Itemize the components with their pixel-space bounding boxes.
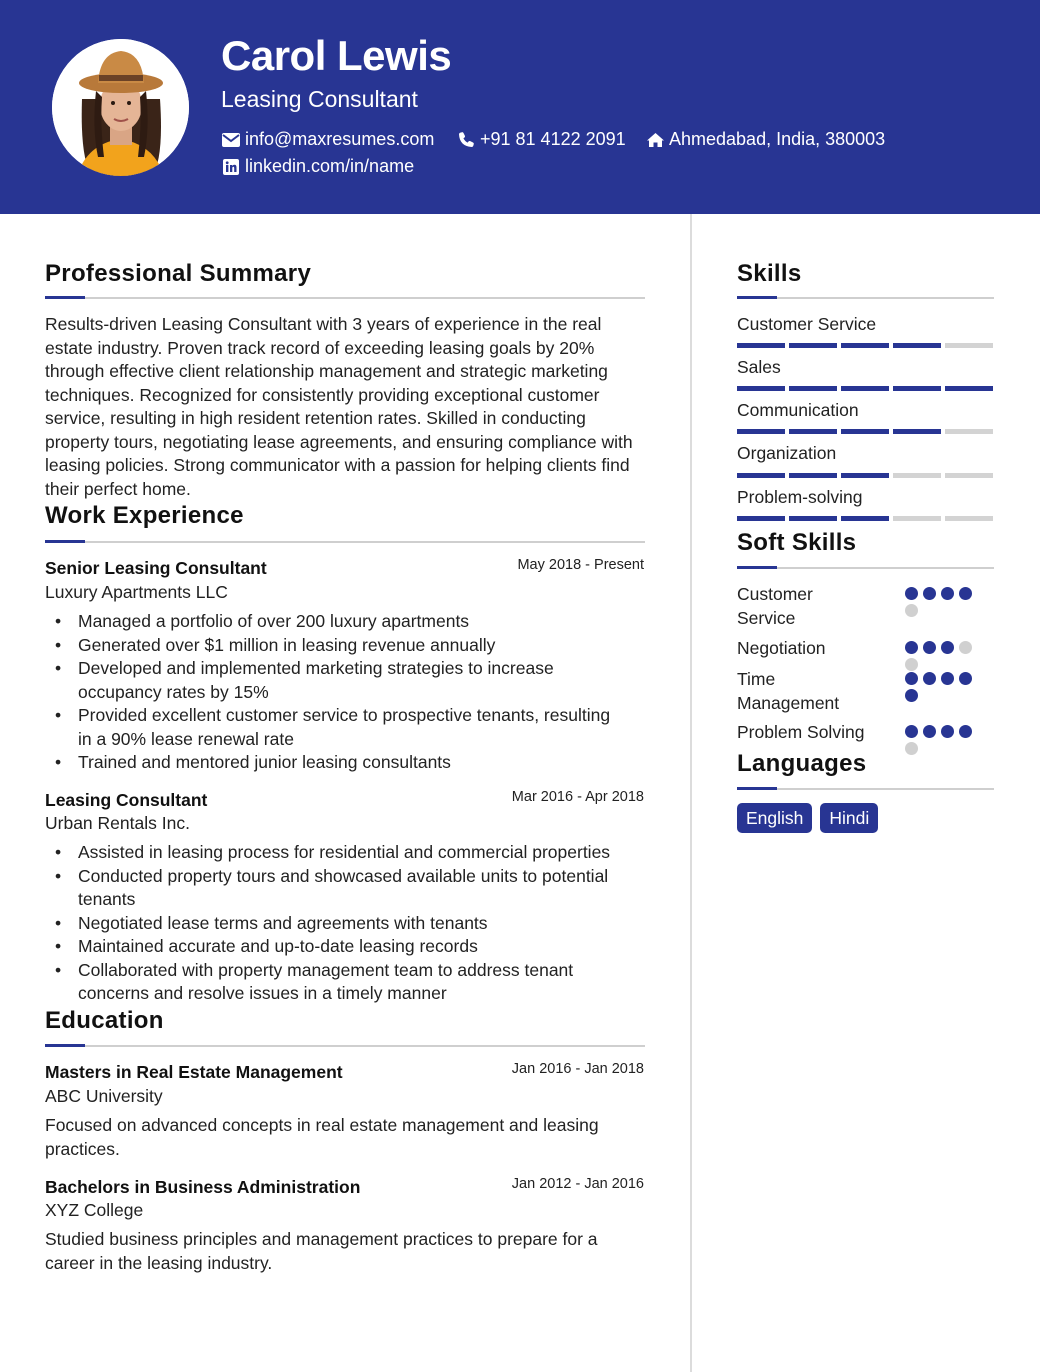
rating-dot <box>959 587 972 600</box>
job-date: Mar 2016 - Apr 2018 <box>511 789 644 805</box>
list-item: • Maintained accurate and up-to-date leasing records <box>45 935 615 959</box>
skill-level-segment <box>945 343 993 348</box>
school-name: ABC University <box>45 1086 163 1106</box>
skill-level-segment <box>893 343 941 348</box>
job-title: Senior Leasing Consultant <box>45 558 267 578</box>
list-item: • Assisted in leasing process for residential and commercial properties <box>45 841 615 865</box>
soft-skill-name: Customer Service <box>737 584 813 628</box>
soft-skill-dots <box>905 725 985 755</box>
skill-level-bar <box>737 386 993 391</box>
contact-phone-text: +91 81 4122 2091 <box>480 129 626 149</box>
rating-dot <box>959 641 972 654</box>
skill-level-segment <box>789 516 837 521</box>
skill-level-segment <box>789 473 837 478</box>
job-title: Leasing Consultant <box>45 790 208 810</box>
phone-icon <box>456 131 476 149</box>
skill-level-segment <box>893 516 941 521</box>
rating-dot <box>941 725 954 738</box>
list-item: • Provided excellent customer service to prospective tenants, resulting in a 90% lease renewal rate <box>45 704 615 751</box>
rating-dot <box>923 587 936 600</box>
skill-level-segment <box>893 429 941 434</box>
rating-dot <box>905 658 918 671</box>
skill-level-segment <box>737 386 785 391</box>
skill-level-segment <box>737 516 785 521</box>
job-date: May 2018 - Present <box>517 557 644 573</box>
degree-date: Jan 2012 - Jan 2016 <box>511 1176 644 1192</box>
section-rule <box>45 297 645 299</box>
job-org: Urban Rentals Inc. <box>45 813 190 833</box>
section-accent <box>45 1044 85 1047</box>
column-divider <box>690 214 692 1372</box>
soft-skill-name: Time Management <box>737 669 840 713</box>
section-accent <box>737 787 777 790</box>
contact-linkedin[interactable] <box>221 156 414 177</box>
candidate-role: Leasing Consultant <box>221 86 418 112</box>
skill-name: Organization <box>737 443 837 463</box>
skill-level-bar <box>737 429 993 434</box>
rating-dot <box>905 672 918 685</box>
skill-name: Problem-solving <box>737 487 863 507</box>
skill-level-segment <box>945 386 993 391</box>
contact-address-text: Ahmedabad, India, 380003 <box>669 129 886 149</box>
contact-email-text: info@maxresumes.com <box>245 129 435 149</box>
section-accent <box>737 566 777 569</box>
skill-level-segment <box>841 473 889 478</box>
experience-title: Work Experience <box>45 502 244 529</box>
linkedin-icon <box>221 158 241 176</box>
contact-address <box>645 129 885 150</box>
language-badge: English <box>737 803 812 833</box>
skill-level-bar <box>737 516 993 521</box>
skill-level-segment <box>945 473 993 478</box>
skill-level-segment <box>737 429 785 434</box>
soft-skill-dots <box>905 587 985 617</box>
job-bullets <box>45 841 615 1006</box>
envelope-icon <box>221 131 241 149</box>
rating-dot <box>941 587 954 600</box>
skill-level-segment <box>841 429 889 434</box>
home-icon <box>645 131 665 149</box>
skill-level-segment <box>945 516 993 521</box>
profile-photo <box>52 39 189 176</box>
school-name: XYZ College <box>45 1200 144 1220</box>
rating-dot <box>905 725 918 738</box>
section-rule <box>45 541 645 543</box>
rating-dot <box>959 725 972 738</box>
summary-title: Professional Summary <box>45 260 312 287</box>
skill-level-segment <box>841 343 889 348</box>
section-rule <box>45 1045 645 1047</box>
degree-description: Studied business principles and management practices to prepare for a career in the leasing industry. <box>45 1229 598 1273</box>
skill-level-segment <box>841 516 889 521</box>
skills-title: Skills <box>737 260 802 287</box>
rating-dot <box>905 587 918 600</box>
rating-dot <box>923 641 936 654</box>
resume-header <box>0 0 1040 214</box>
rating-dot <box>941 672 954 685</box>
list-item: • Trained and mentored junior leasing consultants <box>45 751 615 775</box>
degree-date: Jan 2016 - Jan 2018 <box>511 1061 644 1077</box>
degree-title: Bachelors in Business Administration <box>45 1177 361 1197</box>
languages-title: Languages <box>737 750 867 777</box>
skill-name: Sales <box>737 357 781 377</box>
list-item: • Developed and implemented marketing strategies to increase occupancy rates by 15% <box>45 657 615 704</box>
skill-level-segment <box>789 386 837 391</box>
soft-skill-name: Negotiation <box>737 638 826 658</box>
language-list <box>737 803 878 833</box>
list-item: • Collaborated with property management team to address tenant concerns and resolve issues in a timely manner <box>45 959 615 1006</box>
candidate-name: Carol Lewis <box>221 32 452 79</box>
section-accent <box>45 296 85 299</box>
rating-dot <box>941 641 954 654</box>
rating-dot <box>923 672 936 685</box>
job-org: Luxury Apartments LLC <box>45 582 228 602</box>
skill-name: Customer Service <box>737 314 877 334</box>
rating-dot <box>905 604 918 617</box>
skill-level-segment <box>737 343 785 348</box>
skill-level-segment <box>945 429 993 434</box>
job-bullets <box>45 610 615 775</box>
skill-level-segment <box>737 473 785 478</box>
skill-level-bar <box>737 343 993 348</box>
section-accent <box>45 540 85 543</box>
education-title: Education <box>45 1007 164 1034</box>
degree-title: Masters in Real Estate Management <box>45 1062 343 1082</box>
rating-dot <box>905 742 918 755</box>
contact-linkedin-text: linkedin.com/in/name <box>245 156 415 176</box>
skill-level-segment <box>789 343 837 348</box>
section-accent <box>737 296 777 299</box>
skill-level-segment <box>841 386 889 391</box>
rating-dot <box>905 689 918 702</box>
soft-skills-title: Soft Skills <box>737 529 857 556</box>
list-item: • Managed a portfolio of over 200 luxury apartments <box>45 610 615 634</box>
summary-text: Results-driven Leasing Consultant with 3 years of experience in the real estate industry. Proven track record of exceeding leasing goals by 20% through effective client relationship management and strategic marketing techniques. Recognized for consistently providing exceptional customer service, resulting in high resident retention rates. Skilled in conducting property tours, negotiating lease agreements, and ensuring compliance with leasing policies. Strong communicator with a passion for helping clients find their perfect home. <box>45 314 633 499</box>
language-badge: Hindi <box>820 803 878 833</box>
degree-description: Focused on advanced concepts in real estate management and leasing practices. <box>45 1115 599 1159</box>
rating-dot <box>923 725 936 738</box>
contact-phone[interactable] <box>456 129 626 150</box>
skill-name: Communication <box>737 400 859 420</box>
skill-level-segment <box>893 473 941 478</box>
soft-skill-dots <box>905 641 985 671</box>
list-item: • Negotiated lease terms and agreements with tenants <box>45 912 615 936</box>
list-item: • Conducted property tours and showcased available units to potential tenants <box>45 865 615 912</box>
rating-dot <box>905 641 918 654</box>
skill-level-segment <box>893 386 941 391</box>
rating-dot <box>959 672 972 685</box>
soft-skill-dots <box>905 672 985 702</box>
skill-level-bar <box>737 473 993 478</box>
skill-level-segment <box>789 429 837 434</box>
list-item: • Generated over $1 million in leasing revenue annually <box>45 634 615 658</box>
soft-skill-name: Problem Solving <box>737 722 865 742</box>
contact-email[interactable] <box>221 129 434 150</box>
